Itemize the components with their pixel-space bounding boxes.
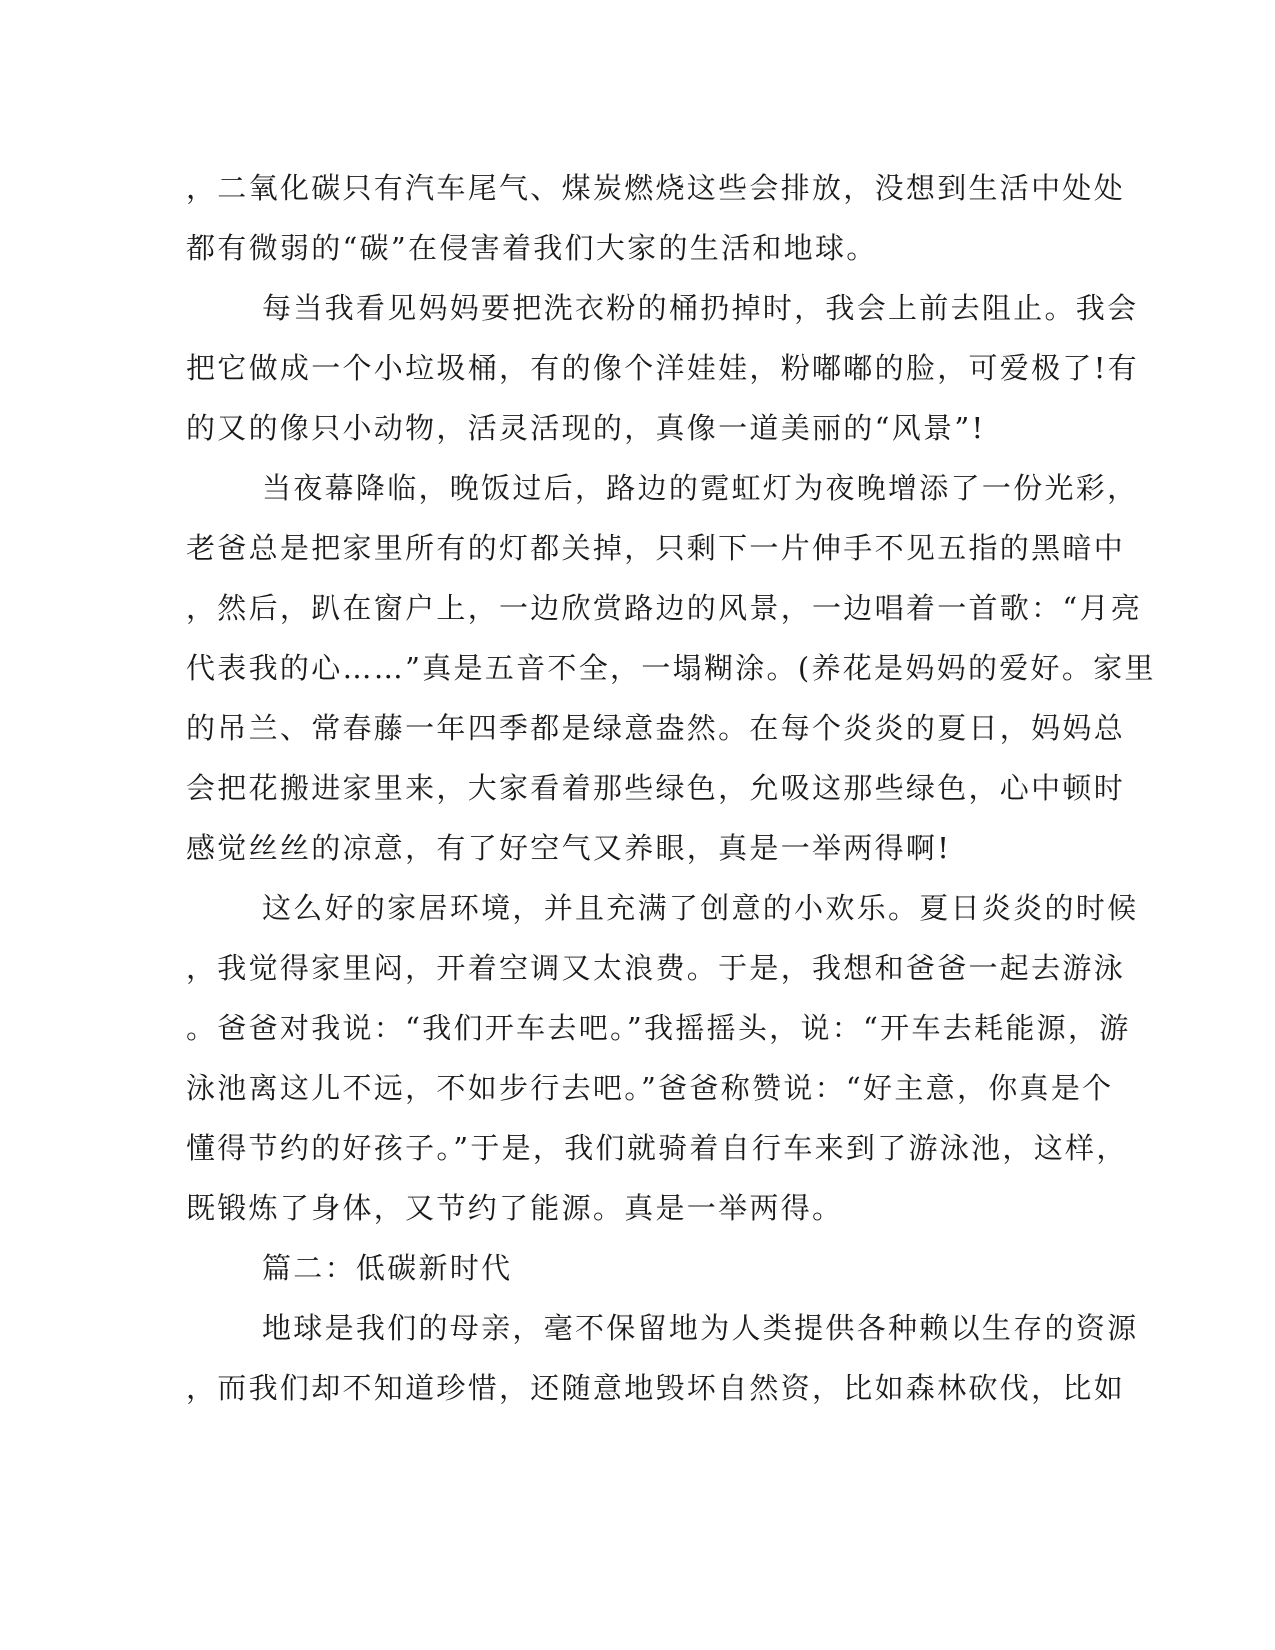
- text-line: 把它做成一个小垃圾桶，有的像个洋娃娃，粉嘟嘟的脸，可爱极了!有: [186, 351, 1139, 385]
- text-line: 老爸总是把家里所有的灯都关掉，只剩下一片伸手不见五指的黑暗中: [186, 531, 1126, 565]
- text-line: ，我觉得家里闷，开着空调又太浪费。于是，我想和爸爸一起去游泳: [186, 951, 1126, 985]
- document-body: [186, 158, 1156, 1418]
- paragraph-start-line: 每当我看见妈妈要把洗衣粉的桶扔掉时，我会上前去阻止。我会: [262, 291, 1139, 325]
- paragraph-start-line: 地球是我们的母亲，毫不保留地为人类提供各种赖以生存的资源: [262, 1311, 1139, 1345]
- text-line: ，然后，趴在窗户上，一边欣赏路边的风景，一边唱着一首歌：“月亮: [186, 591, 1143, 625]
- text-line: 代表我的心……”真是五音不全，一塌糊涂。(养花是妈妈的爱好。家里: [186, 651, 1156, 685]
- text-line: 既锻炼了身体，又节约了能源。真是一举两得。: [186, 1191, 844, 1225]
- text-line: 的又的像只小动物，活灵活现的，真像一道美丽的“风景”!: [186, 411, 986, 445]
- paragraph-start-line: 当夜幕降临，晚饭过后，路边的霓虹灯为夜晚增添了一份光彩，: [262, 471, 1139, 505]
- text-line: 会把花搬进家里来，大家看着那些绿色，允吸这那些绿色，心中顿时: [186, 771, 1126, 805]
- text-line: ，而我们却不知道珍惜，还随意地毁坏自然资，比如森林砍伐，比如: [186, 1371, 1126, 1405]
- text-line: 懂得节约的好孩子。”于是，我们就骑着自行车来到了游泳池，这样，: [186, 1131, 1128, 1165]
- text-line: ，二氧化碳只有汽车尾气、煤炭燃烧这些会排放，没想到生活中处处: [186, 171, 1126, 205]
- text-line: 。爸爸对我说：“我们开车去吧。”我摇摇头，说：“开车去耗能源，游: [186, 1011, 1131, 1045]
- text-line: 都有微弱的“碳”在侵害着我们大家的生活和地球。: [186, 231, 878, 265]
- section-heading: 篇二：低碳新时代: [262, 1251, 513, 1285]
- paragraph-start-line: 这么好的家居环境，并且充满了创意的小欢乐。夏日炎炎的时候: [262, 891, 1139, 925]
- text-line: 的吊兰、常春藤一年四季都是绿意盎然。在每个炎炎的夏日，妈妈总: [186, 711, 1126, 745]
- text-line: 感觉丝丝的凉意，有了好空气又养眼，真是一举两得啊!: [186, 831, 952, 865]
- text-line: 泳池离这儿不远，不如步行去吧。”爸爸称赞说：“好主意，你真是个: [186, 1071, 1114, 1105]
